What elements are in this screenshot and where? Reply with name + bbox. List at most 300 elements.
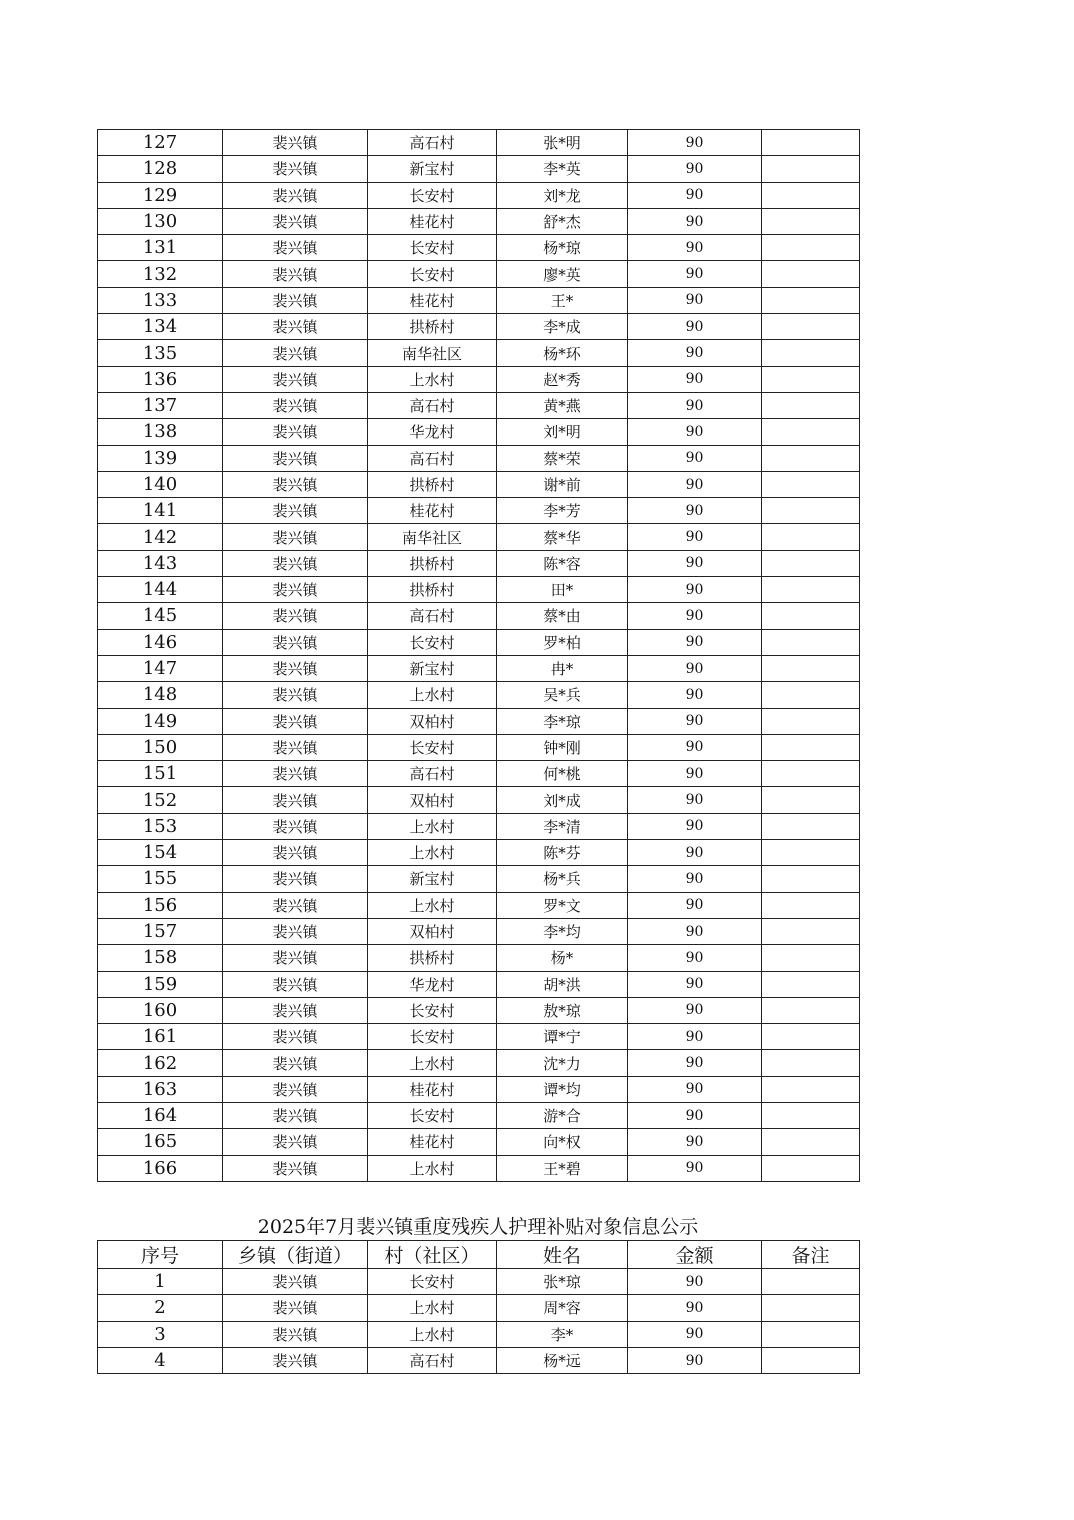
cell-village: 拱桥村 bbox=[368, 314, 497, 340]
table-row bbox=[98, 524, 860, 550]
subsidy-table-body bbox=[98, 130, 860, 1182]
cell-village: 双柏村 bbox=[368, 708, 497, 734]
cell-amount: 90 bbox=[628, 130, 762, 156]
cell-town: 裴兴镇 bbox=[223, 813, 368, 839]
header-village: 村（社区） bbox=[368, 1241, 497, 1269]
cell-village: 桂花村 bbox=[368, 208, 497, 234]
cell-serial: 146 bbox=[98, 629, 223, 655]
table-row bbox=[98, 1155, 860, 1181]
cell-town: 裴兴镇 bbox=[223, 787, 368, 813]
cell-remarks bbox=[762, 524, 860, 550]
cell-remarks bbox=[762, 340, 860, 366]
cell-remarks bbox=[762, 840, 860, 866]
cell-remarks bbox=[762, 1295, 860, 1321]
cell-village: 桂花村 bbox=[368, 1129, 497, 1155]
cell-town: 裴兴镇 bbox=[223, 1155, 368, 1181]
header-town: 乡镇（街道） bbox=[223, 1241, 368, 1269]
cell-serial: 161 bbox=[98, 1024, 223, 1050]
cell-amount: 90 bbox=[628, 156, 762, 182]
cell-serial: 4 bbox=[98, 1347, 223, 1373]
cell-town: 裴兴镇 bbox=[223, 1321, 368, 1347]
cell-village: 上水村 bbox=[368, 892, 497, 918]
table-row bbox=[98, 182, 860, 208]
cell-town: 裴兴镇 bbox=[223, 603, 368, 629]
cell-amount: 90 bbox=[628, 1321, 762, 1347]
cell-name: 刘*龙 bbox=[497, 182, 628, 208]
cell-name: 杨*兵 bbox=[497, 866, 628, 892]
table-row bbox=[98, 392, 860, 418]
cell-name: 杨* bbox=[497, 945, 628, 971]
cell-remarks bbox=[762, 287, 860, 313]
cell-village: 南华社区 bbox=[368, 340, 497, 366]
cell-remarks bbox=[762, 603, 860, 629]
cell-amount: 90 bbox=[628, 1347, 762, 1373]
cell-name: 廖*英 bbox=[497, 261, 628, 287]
cell-village: 长安村 bbox=[368, 261, 497, 287]
cell-name: 杨*琼 bbox=[497, 235, 628, 261]
cell-town: 裴兴镇 bbox=[223, 1347, 368, 1373]
cell-town: 裴兴镇 bbox=[223, 1076, 368, 1102]
cell-remarks bbox=[762, 761, 860, 787]
cell-village: 长安村 bbox=[368, 734, 497, 760]
cell-name: 游*合 bbox=[497, 1102, 628, 1128]
table-row bbox=[98, 1102, 860, 1128]
cell-serial: 164 bbox=[98, 1102, 223, 1128]
cell-amount: 90 bbox=[628, 682, 762, 708]
cell-serial: 151 bbox=[98, 761, 223, 787]
table-row bbox=[98, 1129, 860, 1155]
table-row bbox=[98, 366, 860, 392]
cell-serial: 143 bbox=[98, 550, 223, 576]
cell-remarks bbox=[762, 314, 860, 340]
cell-amount: 90 bbox=[628, 945, 762, 971]
table-row bbox=[98, 734, 860, 760]
cell-amount: 90 bbox=[628, 655, 762, 681]
table-row bbox=[98, 997, 860, 1023]
cell-serial: 134 bbox=[98, 314, 223, 340]
cell-remarks bbox=[762, 655, 860, 681]
cell-serial: 148 bbox=[98, 682, 223, 708]
table-row bbox=[98, 603, 860, 629]
cell-serial: 159 bbox=[98, 971, 223, 997]
cell-name: 钟*刚 bbox=[497, 734, 628, 760]
cell-amount: 90 bbox=[628, 840, 762, 866]
cell-town: 裴兴镇 bbox=[223, 366, 368, 392]
cell-amount: 90 bbox=[628, 235, 762, 261]
cell-remarks bbox=[762, 813, 860, 839]
cell-remarks bbox=[762, 550, 860, 576]
cell-name: 杨*环 bbox=[497, 340, 628, 366]
cell-remarks bbox=[762, 708, 860, 734]
cell-town: 裴兴镇 bbox=[223, 1050, 368, 1076]
cell-town: 裴兴镇 bbox=[223, 1102, 368, 1128]
cell-amount: 90 bbox=[628, 866, 762, 892]
cell-amount: 90 bbox=[628, 340, 762, 366]
cell-serial: 132 bbox=[98, 261, 223, 287]
cell-name: 张*琼 bbox=[497, 1269, 628, 1295]
cell-name: 蔡*荣 bbox=[497, 445, 628, 471]
cell-remarks bbox=[762, 734, 860, 760]
cell-amount: 90 bbox=[628, 182, 762, 208]
cell-serial: 137 bbox=[98, 392, 223, 418]
cell-town: 裴兴镇 bbox=[223, 130, 368, 156]
table-row bbox=[98, 866, 860, 892]
cell-name: 赵*秀 bbox=[497, 366, 628, 392]
cell-remarks bbox=[762, 392, 860, 418]
cell-remarks bbox=[762, 577, 860, 603]
table-row bbox=[98, 1321, 860, 1347]
cell-town: 裴兴镇 bbox=[223, 892, 368, 918]
cell-remarks bbox=[762, 1321, 860, 1347]
table-row bbox=[98, 471, 860, 497]
cell-village: 拱桥村 bbox=[368, 550, 497, 576]
cell-remarks bbox=[762, 1155, 860, 1181]
cell-serial: 150 bbox=[98, 734, 223, 760]
cell-name: 敖*琼 bbox=[497, 997, 628, 1023]
cell-amount: 90 bbox=[628, 366, 762, 392]
cell-town: 裴兴镇 bbox=[223, 629, 368, 655]
cell-serial: 136 bbox=[98, 366, 223, 392]
cell-amount: 90 bbox=[628, 287, 762, 313]
cell-town: 裴兴镇 bbox=[223, 182, 368, 208]
table-row bbox=[98, 813, 860, 839]
cell-serial: 2 bbox=[98, 1295, 223, 1321]
cell-village: 双柏村 bbox=[368, 918, 497, 944]
cell-serial: 156 bbox=[98, 892, 223, 918]
cell-village: 高石村 bbox=[368, 761, 497, 787]
cell-serial: 127 bbox=[98, 130, 223, 156]
table-row bbox=[98, 840, 860, 866]
cell-name: 向*权 bbox=[497, 1129, 628, 1155]
cell-remarks bbox=[762, 1102, 860, 1128]
table-row bbox=[98, 1269, 860, 1295]
cell-town: 裴兴镇 bbox=[223, 261, 368, 287]
cell-village: 上水村 bbox=[368, 813, 497, 839]
cell-name: 吴*兵 bbox=[497, 682, 628, 708]
table-row bbox=[98, 235, 860, 261]
subsidy-table-body bbox=[98, 1269, 860, 1374]
cell-remarks bbox=[762, 1076, 860, 1102]
table-row bbox=[98, 708, 860, 734]
cell-village: 上水村 bbox=[368, 366, 497, 392]
cell-town: 裴兴镇 bbox=[223, 471, 368, 497]
cell-remarks bbox=[762, 971, 860, 997]
cell-remarks bbox=[762, 997, 860, 1023]
cell-name: 李* bbox=[497, 1321, 628, 1347]
cell-serial: 144 bbox=[98, 577, 223, 603]
table-row bbox=[98, 130, 860, 156]
cell-serial: 138 bbox=[98, 419, 223, 445]
cell-remarks bbox=[762, 787, 860, 813]
cell-village: 桂花村 bbox=[368, 287, 497, 313]
cell-serial: 149 bbox=[98, 708, 223, 734]
cell-town: 裴兴镇 bbox=[223, 498, 368, 524]
cell-serial: 160 bbox=[98, 997, 223, 1023]
cell-remarks bbox=[762, 235, 860, 261]
cell-town: 裴兴镇 bbox=[223, 550, 368, 576]
cell-name: 何*桃 bbox=[497, 761, 628, 787]
cell-amount: 90 bbox=[628, 1024, 762, 1050]
cell-amount: 90 bbox=[628, 314, 762, 340]
cell-amount: 90 bbox=[628, 419, 762, 445]
cell-village: 高石村 bbox=[368, 445, 497, 471]
cell-remarks bbox=[762, 892, 860, 918]
cell-name: 罗*文 bbox=[497, 892, 628, 918]
cell-amount: 90 bbox=[628, 761, 762, 787]
cell-remarks bbox=[762, 498, 860, 524]
cell-village: 长安村 bbox=[368, 629, 497, 655]
cell-name: 黄*燕 bbox=[497, 392, 628, 418]
cell-name: 陈*容 bbox=[497, 550, 628, 576]
subsidy-table-july bbox=[97, 1240, 860, 1374]
cell-serial: 131 bbox=[98, 235, 223, 261]
cell-remarks bbox=[762, 1024, 860, 1050]
table-row bbox=[98, 156, 860, 182]
cell-amount: 90 bbox=[628, 445, 762, 471]
cell-amount: 90 bbox=[628, 577, 762, 603]
cell-town: 裴兴镇 bbox=[223, 1129, 368, 1155]
cell-serial: 162 bbox=[98, 1050, 223, 1076]
cell-serial: 152 bbox=[98, 787, 223, 813]
cell-serial: 1 bbox=[98, 1269, 223, 1295]
cell-remarks bbox=[762, 130, 860, 156]
table-row bbox=[98, 340, 860, 366]
cell-name: 李*清 bbox=[497, 813, 628, 839]
cell-name: 王*碧 bbox=[497, 1155, 628, 1181]
cell-amount: 90 bbox=[628, 471, 762, 497]
cell-town: 裴兴镇 bbox=[223, 734, 368, 760]
cell-town: 裴兴镇 bbox=[223, 997, 368, 1023]
cell-name: 舒*杰 bbox=[497, 208, 628, 234]
cell-village: 高石村 bbox=[368, 130, 497, 156]
cell-remarks bbox=[762, 1050, 860, 1076]
table-row bbox=[98, 498, 860, 524]
cell-town: 裴兴镇 bbox=[223, 1269, 368, 1295]
table-row bbox=[98, 445, 860, 471]
cell-remarks bbox=[762, 918, 860, 944]
cell-town: 裴兴镇 bbox=[223, 445, 368, 471]
cell-remarks bbox=[762, 419, 860, 445]
cell-town: 裴兴镇 bbox=[223, 156, 368, 182]
cell-name: 李*芳 bbox=[497, 498, 628, 524]
cell-amount: 90 bbox=[628, 1269, 762, 1295]
cell-amount: 90 bbox=[628, 1076, 762, 1102]
cell-amount: 90 bbox=[628, 1102, 762, 1128]
cell-name: 李*琼 bbox=[497, 708, 628, 734]
cell-serial: 133 bbox=[98, 287, 223, 313]
cell-village: 华龙村 bbox=[368, 971, 497, 997]
cell-village: 拱桥村 bbox=[368, 471, 497, 497]
header-serial: 序号 bbox=[98, 1241, 223, 1269]
cell-remarks bbox=[762, 208, 860, 234]
cell-village: 拱桥村 bbox=[368, 577, 497, 603]
table-row bbox=[98, 577, 860, 603]
cell-serial: 139 bbox=[98, 445, 223, 471]
cell-town: 裴兴镇 bbox=[223, 945, 368, 971]
table-row bbox=[98, 629, 860, 655]
cell-remarks bbox=[762, 182, 860, 208]
cell-remarks bbox=[762, 1129, 860, 1155]
cell-name: 李*英 bbox=[497, 156, 628, 182]
cell-serial: 130 bbox=[98, 208, 223, 234]
cell-town: 裴兴镇 bbox=[223, 314, 368, 340]
cell-village: 华龙村 bbox=[368, 419, 497, 445]
cell-town: 裴兴镇 bbox=[223, 761, 368, 787]
table-row bbox=[98, 550, 860, 576]
table-row bbox=[98, 314, 860, 340]
cell-amount: 90 bbox=[628, 1050, 762, 1076]
cell-village: 上水村 bbox=[368, 840, 497, 866]
cell-village: 长安村 bbox=[368, 235, 497, 261]
cell-amount: 90 bbox=[628, 1129, 762, 1155]
cell-village: 高石村 bbox=[368, 603, 497, 629]
cell-amount: 90 bbox=[628, 1155, 762, 1181]
cell-name: 冉* bbox=[497, 655, 628, 681]
cell-village: 上水村 bbox=[368, 1295, 497, 1321]
cell-town: 裴兴镇 bbox=[223, 419, 368, 445]
cell-serial: 141 bbox=[98, 498, 223, 524]
cell-name: 刘*明 bbox=[497, 419, 628, 445]
cell-name: 陈*芬 bbox=[497, 840, 628, 866]
cell-village: 高石村 bbox=[368, 392, 497, 418]
cell-amount: 90 bbox=[628, 392, 762, 418]
table-row bbox=[98, 971, 860, 997]
cell-name: 李*成 bbox=[497, 314, 628, 340]
cell-village: 长安村 bbox=[368, 182, 497, 208]
cell-village: 上水村 bbox=[368, 682, 497, 708]
subsidy-table-continued bbox=[97, 129, 860, 1182]
table-row bbox=[98, 1295, 860, 1321]
cell-village: 新宝村 bbox=[368, 156, 497, 182]
cell-town: 裴兴镇 bbox=[223, 1024, 368, 1050]
cell-remarks bbox=[762, 866, 860, 892]
cell-serial: 145 bbox=[98, 603, 223, 629]
cell-town: 裴兴镇 bbox=[223, 840, 368, 866]
cell-name: 蔡*由 bbox=[497, 603, 628, 629]
table-row bbox=[98, 945, 860, 971]
cell-town: 裴兴镇 bbox=[223, 208, 368, 234]
cell-village: 长安村 bbox=[368, 1024, 497, 1050]
table-row bbox=[98, 682, 860, 708]
cell-name: 田* bbox=[497, 577, 628, 603]
cell-name: 沈*力 bbox=[497, 1050, 628, 1076]
cell-amount: 90 bbox=[628, 1295, 762, 1321]
cell-village: 新宝村 bbox=[368, 655, 497, 681]
cell-town: 裴兴镇 bbox=[223, 340, 368, 366]
table-row bbox=[98, 892, 860, 918]
cell-remarks bbox=[762, 1347, 860, 1373]
cell-town: 裴兴镇 bbox=[223, 287, 368, 313]
header-name: 姓名 bbox=[497, 1241, 628, 1269]
cell-village: 新宝村 bbox=[368, 866, 497, 892]
cell-name: 罗*柏 bbox=[497, 629, 628, 655]
cell-serial: 135 bbox=[98, 340, 223, 366]
cell-amount: 90 bbox=[628, 813, 762, 839]
cell-remarks bbox=[762, 629, 860, 655]
cell-serial: 128 bbox=[98, 156, 223, 182]
table-row bbox=[98, 1050, 860, 1076]
cell-serial: 157 bbox=[98, 918, 223, 944]
cell-name: 刘*成 bbox=[497, 787, 628, 813]
cell-serial: 142 bbox=[98, 524, 223, 550]
cell-village: 上水村 bbox=[368, 1050, 497, 1076]
cell-serial: 165 bbox=[98, 1129, 223, 1155]
header-remarks: 备注 bbox=[762, 1241, 860, 1269]
cell-town: 裴兴镇 bbox=[223, 682, 368, 708]
table-row bbox=[98, 208, 860, 234]
cell-town: 裴兴镇 bbox=[223, 971, 368, 997]
cell-name: 周*容 bbox=[497, 1295, 628, 1321]
table-row bbox=[98, 261, 860, 287]
cell-serial: 153 bbox=[98, 813, 223, 839]
cell-town: 裴兴镇 bbox=[223, 918, 368, 944]
cell-serial: 155 bbox=[98, 866, 223, 892]
cell-village: 南华社区 bbox=[368, 524, 497, 550]
cell-village: 长安村 bbox=[368, 997, 497, 1023]
cell-amount: 90 bbox=[628, 524, 762, 550]
cell-serial: 166 bbox=[98, 1155, 223, 1181]
cell-name: 谭*宁 bbox=[497, 1024, 628, 1050]
table-row bbox=[98, 1076, 860, 1102]
cell-village: 高石村 bbox=[368, 1347, 497, 1373]
cell-serial: 163 bbox=[98, 1076, 223, 1102]
table-row bbox=[98, 761, 860, 787]
cell-town: 裴兴镇 bbox=[223, 235, 368, 261]
table-row bbox=[98, 918, 860, 944]
cell-amount: 90 bbox=[628, 208, 762, 234]
cell-village: 双柏村 bbox=[368, 787, 497, 813]
cell-name: 谢*前 bbox=[497, 471, 628, 497]
table-row bbox=[98, 419, 860, 445]
cell-serial: 129 bbox=[98, 182, 223, 208]
cell-amount: 90 bbox=[628, 997, 762, 1023]
cell-name: 蔡*华 bbox=[497, 524, 628, 550]
cell-amount: 90 bbox=[628, 498, 762, 524]
cell-remarks bbox=[762, 945, 860, 971]
cell-village: 上水村 bbox=[368, 1155, 497, 1181]
cell-remarks bbox=[762, 261, 860, 287]
table-row bbox=[98, 655, 860, 681]
cell-village: 长安村 bbox=[368, 1269, 497, 1295]
cell-town: 裴兴镇 bbox=[223, 866, 368, 892]
cell-remarks bbox=[762, 366, 860, 392]
cell-remarks bbox=[762, 156, 860, 182]
cell-amount: 90 bbox=[628, 629, 762, 655]
cell-remarks bbox=[762, 471, 860, 497]
cell-serial: 3 bbox=[98, 1321, 223, 1347]
cell-town: 裴兴镇 bbox=[223, 577, 368, 603]
cell-town: 裴兴镇 bbox=[223, 392, 368, 418]
cell-amount: 90 bbox=[628, 734, 762, 760]
header-amount: 金额 bbox=[628, 1241, 762, 1269]
table-row bbox=[98, 1024, 860, 1050]
table-row bbox=[98, 287, 860, 313]
cell-amount: 90 bbox=[628, 971, 762, 997]
cell-amount: 90 bbox=[628, 261, 762, 287]
cell-serial: 154 bbox=[98, 840, 223, 866]
cell-remarks bbox=[762, 1269, 860, 1295]
cell-amount: 90 bbox=[628, 708, 762, 734]
cell-town: 裴兴镇 bbox=[223, 708, 368, 734]
cell-serial: 147 bbox=[98, 655, 223, 681]
cell-serial: 158 bbox=[98, 945, 223, 971]
cell-town: 裴兴镇 bbox=[223, 655, 368, 681]
cell-name: 李*均 bbox=[497, 918, 628, 944]
cell-remarks bbox=[762, 682, 860, 708]
header-row bbox=[98, 1241, 860, 1269]
cell-amount: 90 bbox=[628, 892, 762, 918]
cell-remarks bbox=[762, 445, 860, 471]
